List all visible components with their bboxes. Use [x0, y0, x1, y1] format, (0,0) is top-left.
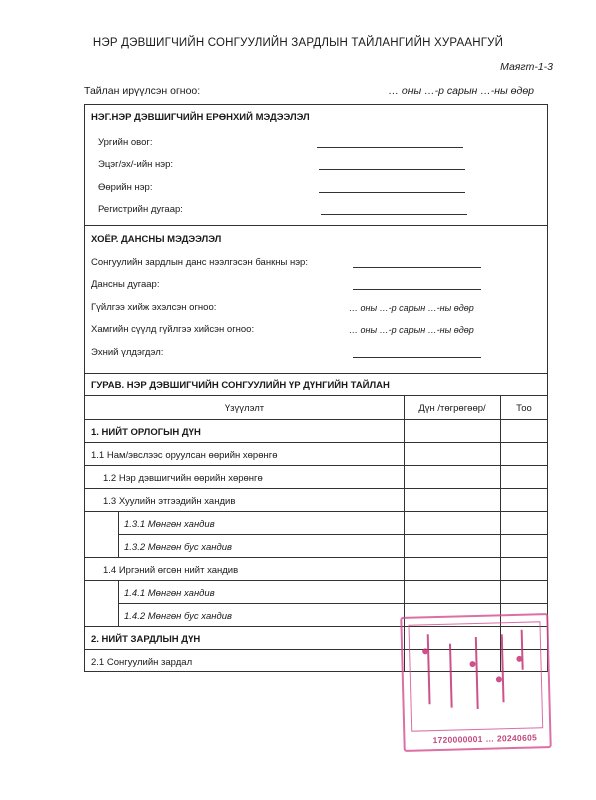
- legal-noncash-donation-row: 1.3.2 Мөнгөн бус хандив: [124, 542, 232, 553]
- first-transaction-label: Гүйлгээ хийж эхэлсэн огноо:: [91, 302, 217, 313]
- citizen-noncash-donation-row: 1.4.2 Мөнгөн бус хандив: [124, 611, 232, 622]
- parent-name-field[interactable]: [319, 169, 465, 170]
- count-column-header: Тоо: [516, 403, 532, 414]
- opening-balance-field[interactable]: [353, 357, 481, 358]
- last-transaction-label: Хамгийн сүүлд гүйлгээ хийсэн огноо:: [91, 324, 255, 335]
- table-row-border: [85, 419, 547, 420]
- citizen-donation-row: 1.4 Иргэний өгсөн нийт хандив: [103, 565, 239, 576]
- legal-cash-donation-row: 1.3.1 Мөнгөн хандив: [124, 519, 215, 530]
- given-name-label: Өөрийн нэр:: [98, 182, 153, 193]
- indicator-column-header: Үзүүлэлт: [224, 403, 265, 414]
- account-number-field[interactable]: [353, 289, 481, 290]
- parent-name-label: Эцэг/эх/-ийн нэр:: [98, 159, 174, 170]
- section-divider: [85, 225, 547, 226]
- given-name-field[interactable]: [319, 192, 465, 193]
- section3-heading: ГУРАВ. НЭР ДЭВШИГЧИЙН СОНГУУЛИЙН ҮР ДҮНГИЙН ТАЙЛАН: [91, 380, 390, 391]
- table-top-border: [85, 395, 547, 396]
- bank-name-field[interactable]: [353, 267, 481, 268]
- bank-name-label: Сонгуулийн зардлын данс нээлгэсэн банкны нэр:: [91, 257, 308, 268]
- table-row-border: [85, 442, 547, 443]
- table-row-border: [118, 603, 548, 604]
- form-code: Маягт-1-3: [500, 61, 553, 73]
- legal-entity-donation-row: 1.3 Хуулийн этгээдийн хандив: [103, 496, 236, 507]
- first-transaction-date: … оны …-р сарын …-ны өдөр: [349, 303, 474, 313]
- opening-balance-label: Эхний үлдэгдэл:: [91, 347, 164, 358]
- citizen-cash-donation-row: 1.4.1 Мөнгөн хандив: [124, 588, 215, 599]
- register-number-label: Регистрийн дугаар:: [98, 204, 183, 215]
- report-form: [84, 104, 548, 672]
- register-number-field[interactable]: [321, 214, 467, 215]
- table-row-border: [85, 465, 547, 466]
- total-income-row: 1. НИЙТ ОРЛОГЫН ДҮН: [91, 427, 201, 438]
- table-row-border: [85, 511, 547, 512]
- stamp-registration-code: 1720000001 … 20240605: [432, 732, 538, 746]
- surname-label: Ургийн овог:: [98, 137, 153, 148]
- own-assets-row: 1.2 Нэр дэвшигчийн өөрийн хөрөнгө: [103, 473, 263, 484]
- section-divider: [85, 373, 547, 374]
- table-row-border: [85, 488, 547, 489]
- registration-stamp: [400, 613, 551, 752]
- report-date-value: … оны …-р сарын …-ны өдөр: [388, 85, 534, 97]
- account-number-label: Дансны дугаар:: [91, 279, 160, 290]
- amount-column-header: Дүн /төгрөгөөр/: [418, 403, 486, 414]
- election-expense-row: 2.1 Сонгуулийн зардал: [91, 657, 193, 668]
- party-assets-row: 1.1 Нам/эвслээс оруулсан өөрийн хөрөнгө: [91, 450, 278, 461]
- report-date-label: Тайлан ирүүлсэн огноо:: [84, 85, 201, 97]
- section2-heading: ХОЁР. ДАНСНЫ МЭДЭЭЛЭЛ: [91, 234, 222, 245]
- surname-field[interactable]: [317, 147, 463, 148]
- table-row-border: [85, 580, 547, 581]
- section1-heading: НЭГ.НЭР ДЭВШИГЧИЙН ЕРӨНХИЙ МЭДЭЭЛЭЛ: [91, 112, 310, 123]
- table-row-border: [85, 557, 547, 558]
- table-row-border: [118, 534, 548, 535]
- last-transaction-date: … оны …-р сарын …-ны өдөр: [349, 325, 474, 335]
- page-title: НЭР ДЭВШИГЧИЙН СОНГУУЛИЙН ЗАРДЛЫН ТАЙЛАНГИЙН ХУРААНГУЙ: [92, 37, 504, 49]
- total-expense-row: 2. НИЙТ ЗАРДЛЫН ДҮН: [91, 634, 201, 645]
